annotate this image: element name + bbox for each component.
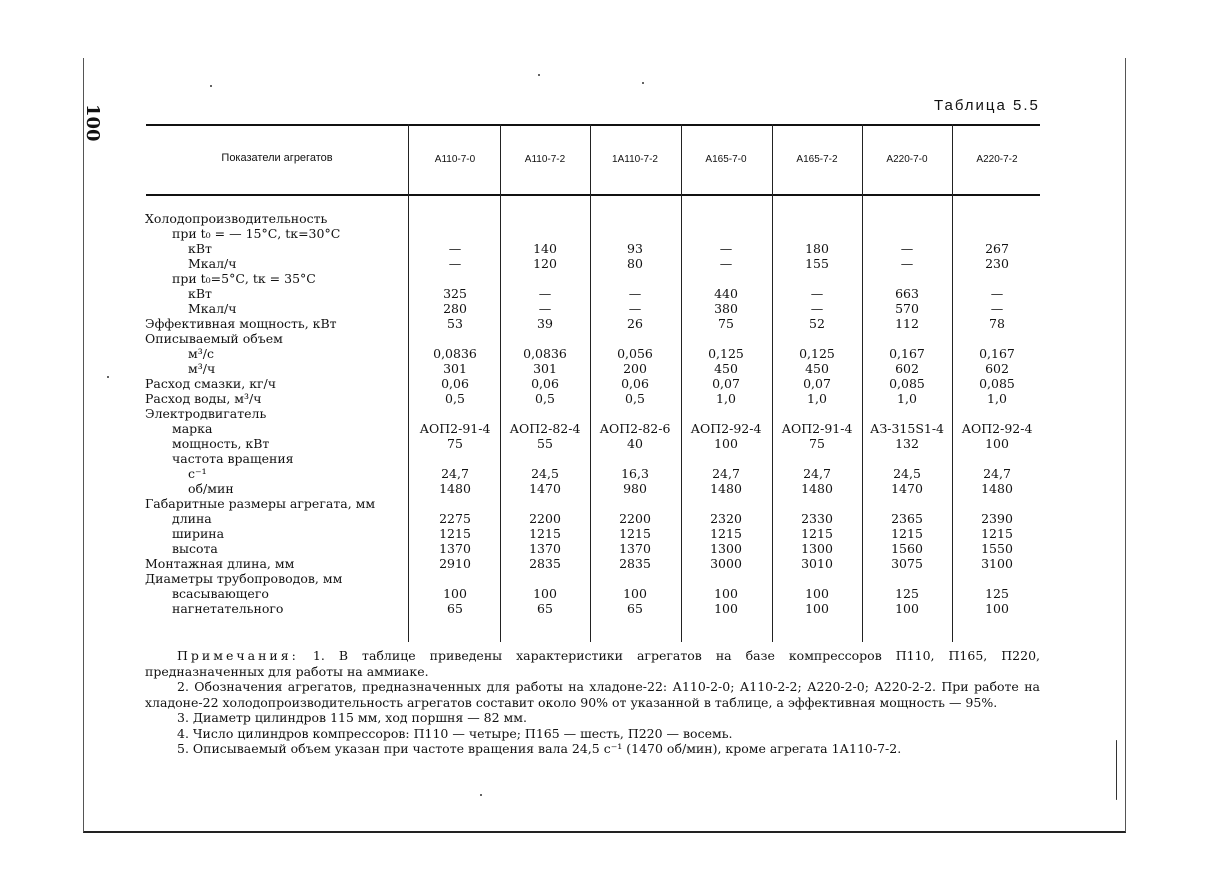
column-header: 1А110-7-2 <box>612 154 658 165</box>
row-label: Расход воды, м³/ч <box>145 391 262 406</box>
table-cell: 1,0 <box>807 391 827 406</box>
table-cell: 0,125 <box>799 346 835 361</box>
table-cell: 3075 <box>891 556 923 571</box>
table-cell: 2330 <box>801 511 833 526</box>
table-cell: — <box>990 301 1004 316</box>
table-cell: 100 <box>895 601 919 616</box>
table-cell: 1215 <box>801 526 833 541</box>
table-cell: — <box>628 286 642 301</box>
table-cell: 0,07 <box>712 376 740 391</box>
table-cell: 1370 <box>439 541 471 556</box>
table-cell: 267 <box>985 241 1009 256</box>
table-cell: 602 <box>895 361 919 376</box>
table-row <box>0 286 1208 301</box>
notes-heading: Примечания: <box>177 648 299 663</box>
row-label: ширина <box>172 526 225 541</box>
table-cell: 24,5 <box>531 466 559 481</box>
row-label: Электродвигатель <box>145 406 267 421</box>
page-number: 100 <box>82 104 103 142</box>
row-label: Монтажная длина, мм <box>145 556 295 571</box>
table-cell: 65 <box>627 601 643 616</box>
table-cell: 570 <box>895 301 919 316</box>
row-label: с⁻¹ <box>188 466 207 481</box>
note-2: 2. Обозначения агрегатов, предназначенных для работы на хладоне-22: А110-2-0; А110-2-2; А220-2-0; А220-2-2. При работе на хладоне-22 холодопроизводительность агрегатов составит около 90% от указанной в таблице, а эффективная мощность — 95%. <box>145 679 1040 710</box>
note-3: 3. Диаметр цилиндров 115 мм, ход поршня — 82 мм. <box>177 710 527 725</box>
row-label: при t₀=5°С, tк = 35°С <box>172 271 316 286</box>
table-cell: 0,5 <box>535 391 555 406</box>
table-cell: 52 <box>809 316 825 331</box>
column-header: А110-7-0 <box>434 154 476 165</box>
table-cell: 132 <box>895 436 919 451</box>
row-label: нагнетательного <box>172 601 284 616</box>
header-indicators-label: Показатели агрегатов <box>221 152 333 164</box>
table-cell: 40 <box>627 436 643 451</box>
table-cell: — <box>628 301 642 316</box>
table-row <box>0 406 1208 421</box>
table-cell: 0,5 <box>445 391 465 406</box>
table-cell: 16,3 <box>621 466 649 481</box>
table-cell: АЗ-315S1-4 <box>869 421 945 436</box>
table-cell: — <box>810 301 824 316</box>
table-row <box>0 496 1208 511</box>
table-cell: 200 <box>623 361 647 376</box>
table-row <box>0 451 1208 466</box>
row-label: частота вращения <box>172 451 294 466</box>
table-cell: 75 <box>447 436 463 451</box>
table-cell: 2275 <box>439 511 471 526</box>
table-cell: — <box>719 256 733 271</box>
table-row <box>0 586 1208 601</box>
table-cell: 100 <box>805 586 829 601</box>
table-cell: — <box>900 256 914 271</box>
table-cell: 65 <box>447 601 463 616</box>
column-header: А165-7-2 <box>796 154 838 165</box>
table-cell: 280 <box>443 301 467 316</box>
table-cell: 0,07 <box>803 376 831 391</box>
table-row <box>0 481 1208 496</box>
table-cell: 180 <box>805 241 829 256</box>
table-cell: 3100 <box>981 556 1013 571</box>
scan-speck <box>1116 740 1117 800</box>
table-cell: 65 <box>537 601 553 616</box>
row-label: Эффективная мощность, кВт <box>145 316 337 331</box>
table-cell: 0,167 <box>979 346 1015 361</box>
scan-speck <box>538 74 540 76</box>
table-cell: АОП2-92-4 <box>961 421 1033 436</box>
scan-speck <box>480 794 482 796</box>
scan-speck <box>642 82 644 84</box>
table-cell: 125 <box>895 586 919 601</box>
table-cell: 0,06 <box>441 376 469 391</box>
table-cell: 100 <box>985 436 1009 451</box>
table-cell: 2835 <box>619 556 651 571</box>
table-cell: 2910 <box>439 556 471 571</box>
table-cell: 1300 <box>801 541 833 556</box>
table-cell: 450 <box>714 361 738 376</box>
table-cell: 78 <box>989 316 1005 331</box>
row-label: Мкал/ч <box>188 256 237 271</box>
table-cell: 1480 <box>439 481 471 496</box>
table-cell: АОП2-92-4 <box>690 421 762 436</box>
table-cell: 24,7 <box>441 466 469 481</box>
table-cell: 1215 <box>981 526 1013 541</box>
table-cell: 450 <box>805 361 829 376</box>
row-label: марка <box>172 421 213 436</box>
table-row <box>0 466 1208 481</box>
table-cell: 55 <box>537 436 553 451</box>
table-row <box>0 256 1208 271</box>
row-label: Габаритные размеры агрегата, мм <box>145 496 376 511</box>
note-5: 5. Описываемый объем указан при частоте вращения вала 24,5 с⁻¹ (1470 об/мин), кроме агрегата 1А110-7-2. <box>177 741 902 756</box>
table-cell: — <box>810 286 824 301</box>
table-cell: 3000 <box>710 556 742 571</box>
table-cell: 155 <box>805 256 829 271</box>
table-cell: 1215 <box>619 526 651 541</box>
table-cell: 0,06 <box>621 376 649 391</box>
table-cell: 140 <box>533 241 557 256</box>
table-cell: 380 <box>714 301 738 316</box>
table-cell: 301 <box>533 361 557 376</box>
table-cell: — <box>448 256 462 271</box>
table-cell: 0,0836 <box>523 346 567 361</box>
table-cell: — <box>538 286 552 301</box>
table-cell: 100 <box>805 601 829 616</box>
table-cell: 1370 <box>529 541 561 556</box>
table-cell: 1215 <box>529 526 561 541</box>
table-cell: 1480 <box>801 481 833 496</box>
table-cell: 663 <box>895 286 919 301</box>
scan-speck <box>107 376 109 378</box>
table-cell: 0,125 <box>708 346 744 361</box>
table-cell: 75 <box>809 436 825 451</box>
table-cell: — <box>719 241 733 256</box>
table-cell: 1480 <box>710 481 742 496</box>
table-row <box>0 526 1208 541</box>
table-row <box>0 301 1208 316</box>
table-cell: — <box>538 301 552 316</box>
table-cell: 1370 <box>619 541 651 556</box>
table-cell: — <box>448 241 462 256</box>
column-header: А110-7-2 <box>524 154 566 165</box>
table-row <box>0 226 1208 241</box>
table-cell: 0,06 <box>531 376 559 391</box>
table-cell: 125 <box>985 586 1009 601</box>
table-cell: 2835 <box>529 556 561 571</box>
table-cell: 100 <box>714 436 738 451</box>
table-cell: 440 <box>714 286 738 301</box>
table-cell: 2365 <box>891 511 923 526</box>
table-row <box>0 436 1208 451</box>
table-cell: 24,7 <box>803 466 831 481</box>
table-cell: 1,0 <box>897 391 917 406</box>
table-row <box>0 346 1208 361</box>
table-cell: 1470 <box>529 481 561 496</box>
table-cell: 100 <box>443 586 467 601</box>
note-4: 4. Число цилиндров компрессоров: П110 — четыре; П165 — шесть, П220 — восемь. <box>177 725 733 741</box>
table-cell: 1550 <box>981 541 1013 556</box>
table-cell: 1560 <box>891 541 923 556</box>
table-cell: 26 <box>627 316 643 331</box>
row-label: м³/ч <box>188 361 216 376</box>
row-label: кВт <box>188 286 212 301</box>
table-cell: 301 <box>443 361 467 376</box>
table-row <box>0 211 1208 226</box>
table-caption: Таблица 5.5 <box>934 97 1040 114</box>
table-row <box>0 556 1208 571</box>
row-label: Холодопроизводительность <box>145 211 328 226</box>
table-cell: 100 <box>714 586 738 601</box>
scan-speck <box>210 85 212 87</box>
table-cell: 3010 <box>801 556 833 571</box>
table-cell: 80 <box>627 256 643 271</box>
table-row <box>0 541 1208 556</box>
table-row <box>0 271 1208 286</box>
table-row <box>0 361 1208 376</box>
table-cell: 980 <box>623 481 647 496</box>
table-row <box>0 571 1208 586</box>
table-cell: АОП2-82-6 <box>599 421 671 436</box>
row-label: при t₀ = — 15°С, tк=30°С <box>172 226 341 241</box>
row-label: Диаметры трубопроводов, мм <box>145 571 343 586</box>
row-label: высота <box>172 541 218 556</box>
table-cell: АОП2-91-4 <box>419 421 491 436</box>
table-cell: 1,0 <box>716 391 736 406</box>
table-cell: 1470 <box>891 481 923 496</box>
row-label: всасывающего <box>172 586 269 601</box>
table-cell: 93 <box>627 241 643 256</box>
table-cell: 1480 <box>981 481 1013 496</box>
table-row <box>0 331 1208 346</box>
row-label: Расход смазки, кг/ч <box>145 376 277 391</box>
table-cell: 24,7 <box>983 466 1011 481</box>
table-row <box>0 601 1208 616</box>
table-row <box>0 376 1208 391</box>
table-cell: 2320 <box>710 511 742 526</box>
table-cell: 0,5 <box>625 391 645 406</box>
table-row <box>0 316 1208 331</box>
row-label: длина <box>172 511 212 526</box>
row-label: об/мин <box>188 481 234 496</box>
table-cell: АОП2-82-4 <box>509 421 581 436</box>
table-cell: 100 <box>533 586 557 601</box>
row-label: м³/с <box>188 346 214 361</box>
table-cell: — <box>900 241 914 256</box>
table-cell: 602 <box>985 361 1009 376</box>
table-cell: 112 <box>895 316 919 331</box>
table-cell: 0,085 <box>889 376 925 391</box>
row-label: Мкал/ч <box>188 301 237 316</box>
table-cell: 120 <box>533 256 557 271</box>
table-cell: 2390 <box>981 511 1013 526</box>
row-label: мощность, кВт <box>172 436 270 451</box>
table-cell: 0,085 <box>979 376 1015 391</box>
row-label: кВт <box>188 241 212 256</box>
table-cell: 1215 <box>710 526 742 541</box>
table-cell: 1215 <box>891 526 923 541</box>
table-cell: 0,167 <box>889 346 925 361</box>
table-cell: 24,7 <box>712 466 740 481</box>
row-label: Описываемый объем <box>145 331 283 346</box>
table-cell: 100 <box>985 601 1009 616</box>
note-text: 1. В таблице приведены характеристики агрегатов на базе компрессоров П110, П165, П220, предназначенных для работы на аммиаке. <box>145 648 1041 679</box>
table-row <box>0 421 1208 436</box>
table-cell: 75 <box>718 316 734 331</box>
notes <box>145 648 1040 757</box>
table-cell: 24,5 <box>893 466 921 481</box>
table-cell: 100 <box>623 586 647 601</box>
table-cell: АОП2-91-4 <box>781 421 853 436</box>
column-header: А165-7-0 <box>705 154 747 165</box>
table-cell: 1215 <box>439 526 471 541</box>
table-cell: 325 <box>443 286 467 301</box>
table-cell: 100 <box>714 601 738 616</box>
table-cell: 2200 <box>529 511 561 526</box>
table-top-rule <box>146 124 1040 126</box>
column-header: А220-7-2 <box>976 154 1018 165</box>
table-cell: 1300 <box>710 541 742 556</box>
table-cell: 39 <box>537 316 553 331</box>
table-cell: 0,0836 <box>433 346 477 361</box>
table-cell: — <box>990 286 1004 301</box>
column-header: А220-7-0 <box>886 154 928 165</box>
table-row <box>0 391 1208 406</box>
table-header-rule <box>146 194 1040 196</box>
table-cell: 53 <box>447 316 463 331</box>
note-1 <box>145 648 1040 679</box>
table-cell: 2200 <box>619 511 651 526</box>
table-cell: 1,0 <box>987 391 1007 406</box>
table-row <box>0 241 1208 256</box>
table-cell: 230 <box>985 256 1009 271</box>
table-row <box>0 511 1208 526</box>
table-cell: 0,056 <box>617 346 653 361</box>
